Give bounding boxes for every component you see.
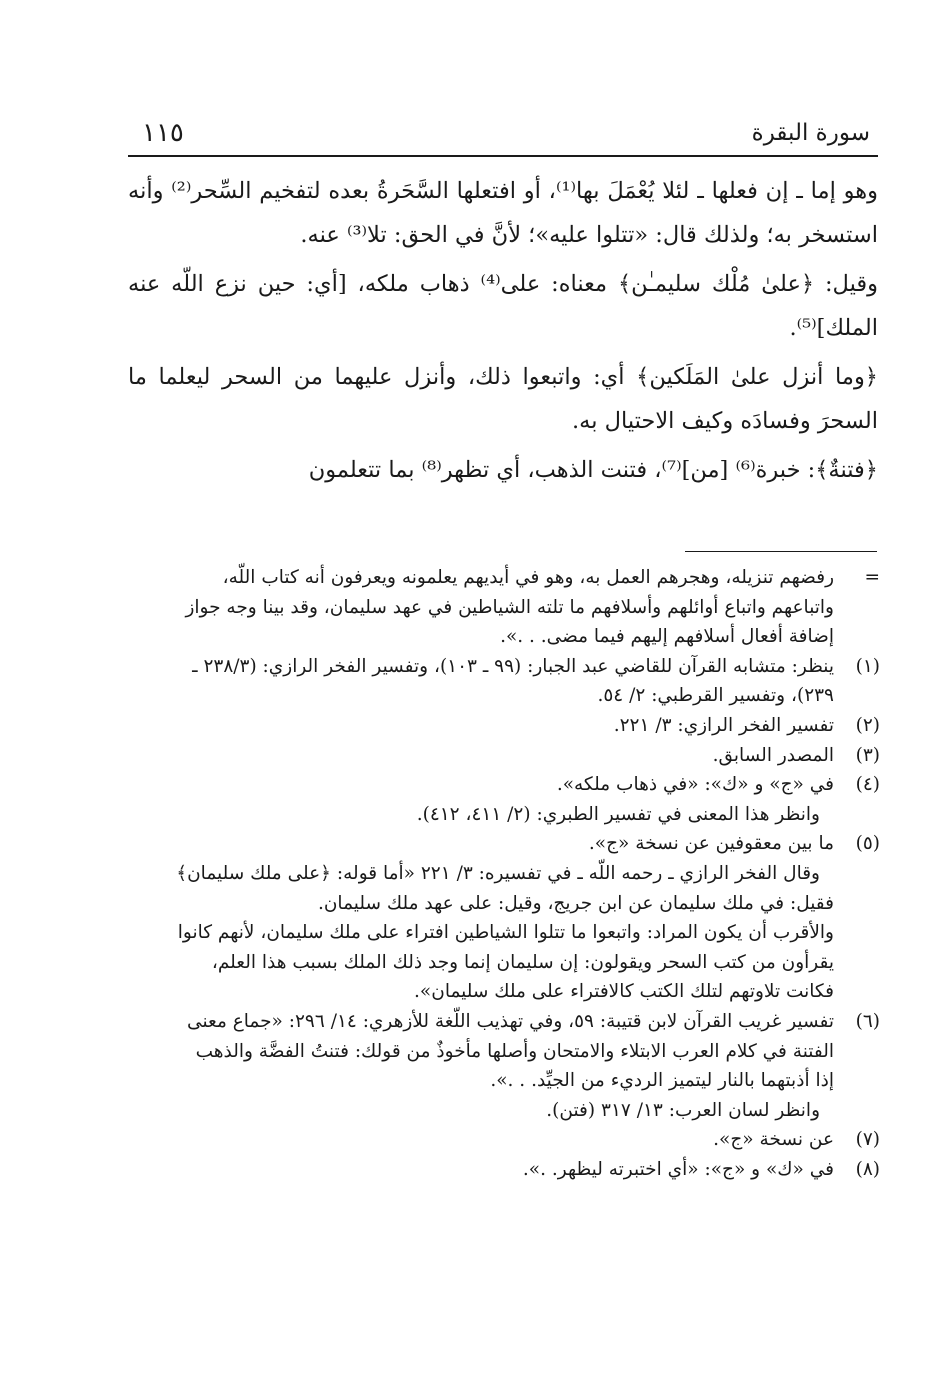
footnote-line: ٢٣٩)، وتفسير القرطبي: ٢/ ٥٤. — [597, 685, 834, 707]
main-paragraph: وقيل: ﴿علىٰ مُلْك سليمـٰن﴾ معناه: على⁽⁴⁾ ذهاب ملكه، [أي: حين نزع اللّه عنه الملك]⁽⁵⁾. — [128, 271, 878, 341]
footnote-5 — [118, 829, 880, 1007]
header-rule — [128, 155, 878, 157]
footnote-line: المصدر السابق. — [712, 744, 834, 766]
footnote-7 — [118, 1125, 880, 1155]
footnote-line: وانظر هذا المعنى في تفسير الطبري: (٢/ ٤١١، ٤١٢). — [416, 803, 820, 825]
footnote-marker: (٧) — [855, 1129, 880, 1151]
footnote-3 — [118, 741, 880, 771]
footnote-marker: (٦) — [855, 1010, 880, 1032]
footnote-line: والأقرب أن يكون المراد: واتبعوا ما تتلوا الشياطين افتراء على ملك سليمان، لأنهم كانوا — [177, 922, 834, 944]
running-title: سورة البقرة — [751, 120, 870, 146]
footnote-8 — [118, 1155, 880, 1185]
footnote-line: ما بين معقوفين عن نسخة «ج». — [588, 833, 834, 855]
footnote-line: تفسير غريب القرآن لابن قتيبة: ٥٩، وفي تهذيب اللّغة للأزهري: ١٤/ ٢٩٦: «جماع معنى — [187, 1010, 834, 1032]
footnote-line: وقال الفخر الرازي ـ رحمه اللّه ـ في تفسيره: ٣/ ٢٢١ «أما قوله: ﴿على ملك سليمان﴾ — [176, 862, 820, 884]
footnote-line: في «ك» و «ج»: «أي اختبرته ليظهر. .». — [522, 1158, 834, 1180]
footnote-marker: (٨) — [855, 1158, 880, 1180]
main-paragraph: وهو إما ـ إن فعلها ـ لئلا يُعْمَلَ بها⁽¹⁾، أو افتعلها السَّحَرةُ بعده لتفخيم السِّحر⁽²⁾ وأنه استسخر به؛ ولذلك قال: «تتلوا عليه»؛ لأنَّ في الحق: تلا⁽³⁾ عنه. — [128, 178, 878, 248]
main-text — [128, 170, 878, 499]
footnote-line: رفضهم تنزيله، وهجرهم العمل به، وهو في أيديهم يعلمونه ويعرفون أنه كتاب اللّه، — [222, 567, 834, 588]
footnote-line: الفتنة في كلام العرب الابتلاء والامتحان وأصلها مأخوذٌ من قولك: فتنتُ الفضَّة والذهب — [195, 1040, 834, 1062]
footnote-4 — [118, 770, 880, 829]
footnote-6 — [118, 1007, 880, 1125]
main-paragraph: ﴿وما أنزل علىٰ المَلَكين﴾ أي: واتبعوا ذلك، وأنزل عليهما من السحر ليعلما ما السحرَ وفسادَه وكيف الاحتيال به. — [128, 364, 878, 434]
footnote-line: إذا أذبتهما بالنار ليتميز الرديء من الجيِّد. . .». — [490, 1070, 834, 1092]
footnote-line: في «ج» و «ك»: «في ذهاب ملكه». — [556, 774, 834, 796]
footnote-marker: (١) — [855, 655, 880, 677]
main-paragraph: ﴿فتنةٌ﴾: خبرة⁽⁶⁾ [من]⁽⁷⁾، فتنت الذهب، أي تظهر⁽⁸⁾ بما تتعلمون — [308, 457, 878, 483]
footnote-line: إضافة أفعال أسلافهم إليهم فيما مضى. . .». — [500, 626, 834, 648]
page-header — [128, 118, 876, 158]
footnote-line: يقرأون من كتب السحر ويقولون: إن سليمان إنما وجد ذلك الملك بسبب هذا العلم، — [211, 951, 834, 973]
footnote-line: تفسير الفخر الرازي: ٣/ ٢٢١. — [613, 714, 834, 736]
footnote-marker: (٤) — [855, 774, 880, 796]
footnotes — [118, 563, 880, 1184]
footnote-line: فكانت تلاوتهم لتلك الكتب كالافتراء على ملك سليمان». — [414, 981, 834, 1003]
footnote-separator — [685, 551, 877, 552]
footnote-line: ينظر: متشابه القرآن للقاضي عبد الجبار: (٩٩ ـ ١٠٣)، وتفسير الفخر الرازي: (٢٣٨/٣ ـ — [192, 655, 834, 677]
page-number: ١١٥ — [142, 118, 184, 148]
footnote-line: واتباعهم واتباع أوائلهم وأسلافهم ما تلته الشياطين في عهد سليمان، وقد بينا وجه جواز — [185, 596, 834, 618]
footnote-marker: = — [864, 567, 880, 588]
footnote-continuation — [118, 563, 880, 652]
footnote-1 — [118, 652, 880, 711]
footnote-marker: (٥) — [855, 833, 880, 855]
footnote-2 — [118, 711, 880, 741]
footnote-line: عن نسخة «ج». — [713, 1129, 834, 1151]
footnote-marker: (٣) — [855, 744, 880, 766]
footnote-line: وانظر لسان العرب: ١٣/ ٣١٧ (فتن). — [546, 1099, 820, 1121]
footnote-marker: (٢) — [855, 714, 880, 736]
footnote-line: فقيل: في ملك سليمان عن ابن جريج، وقيل: على عهد ملك سليمان. — [317, 892, 834, 914]
